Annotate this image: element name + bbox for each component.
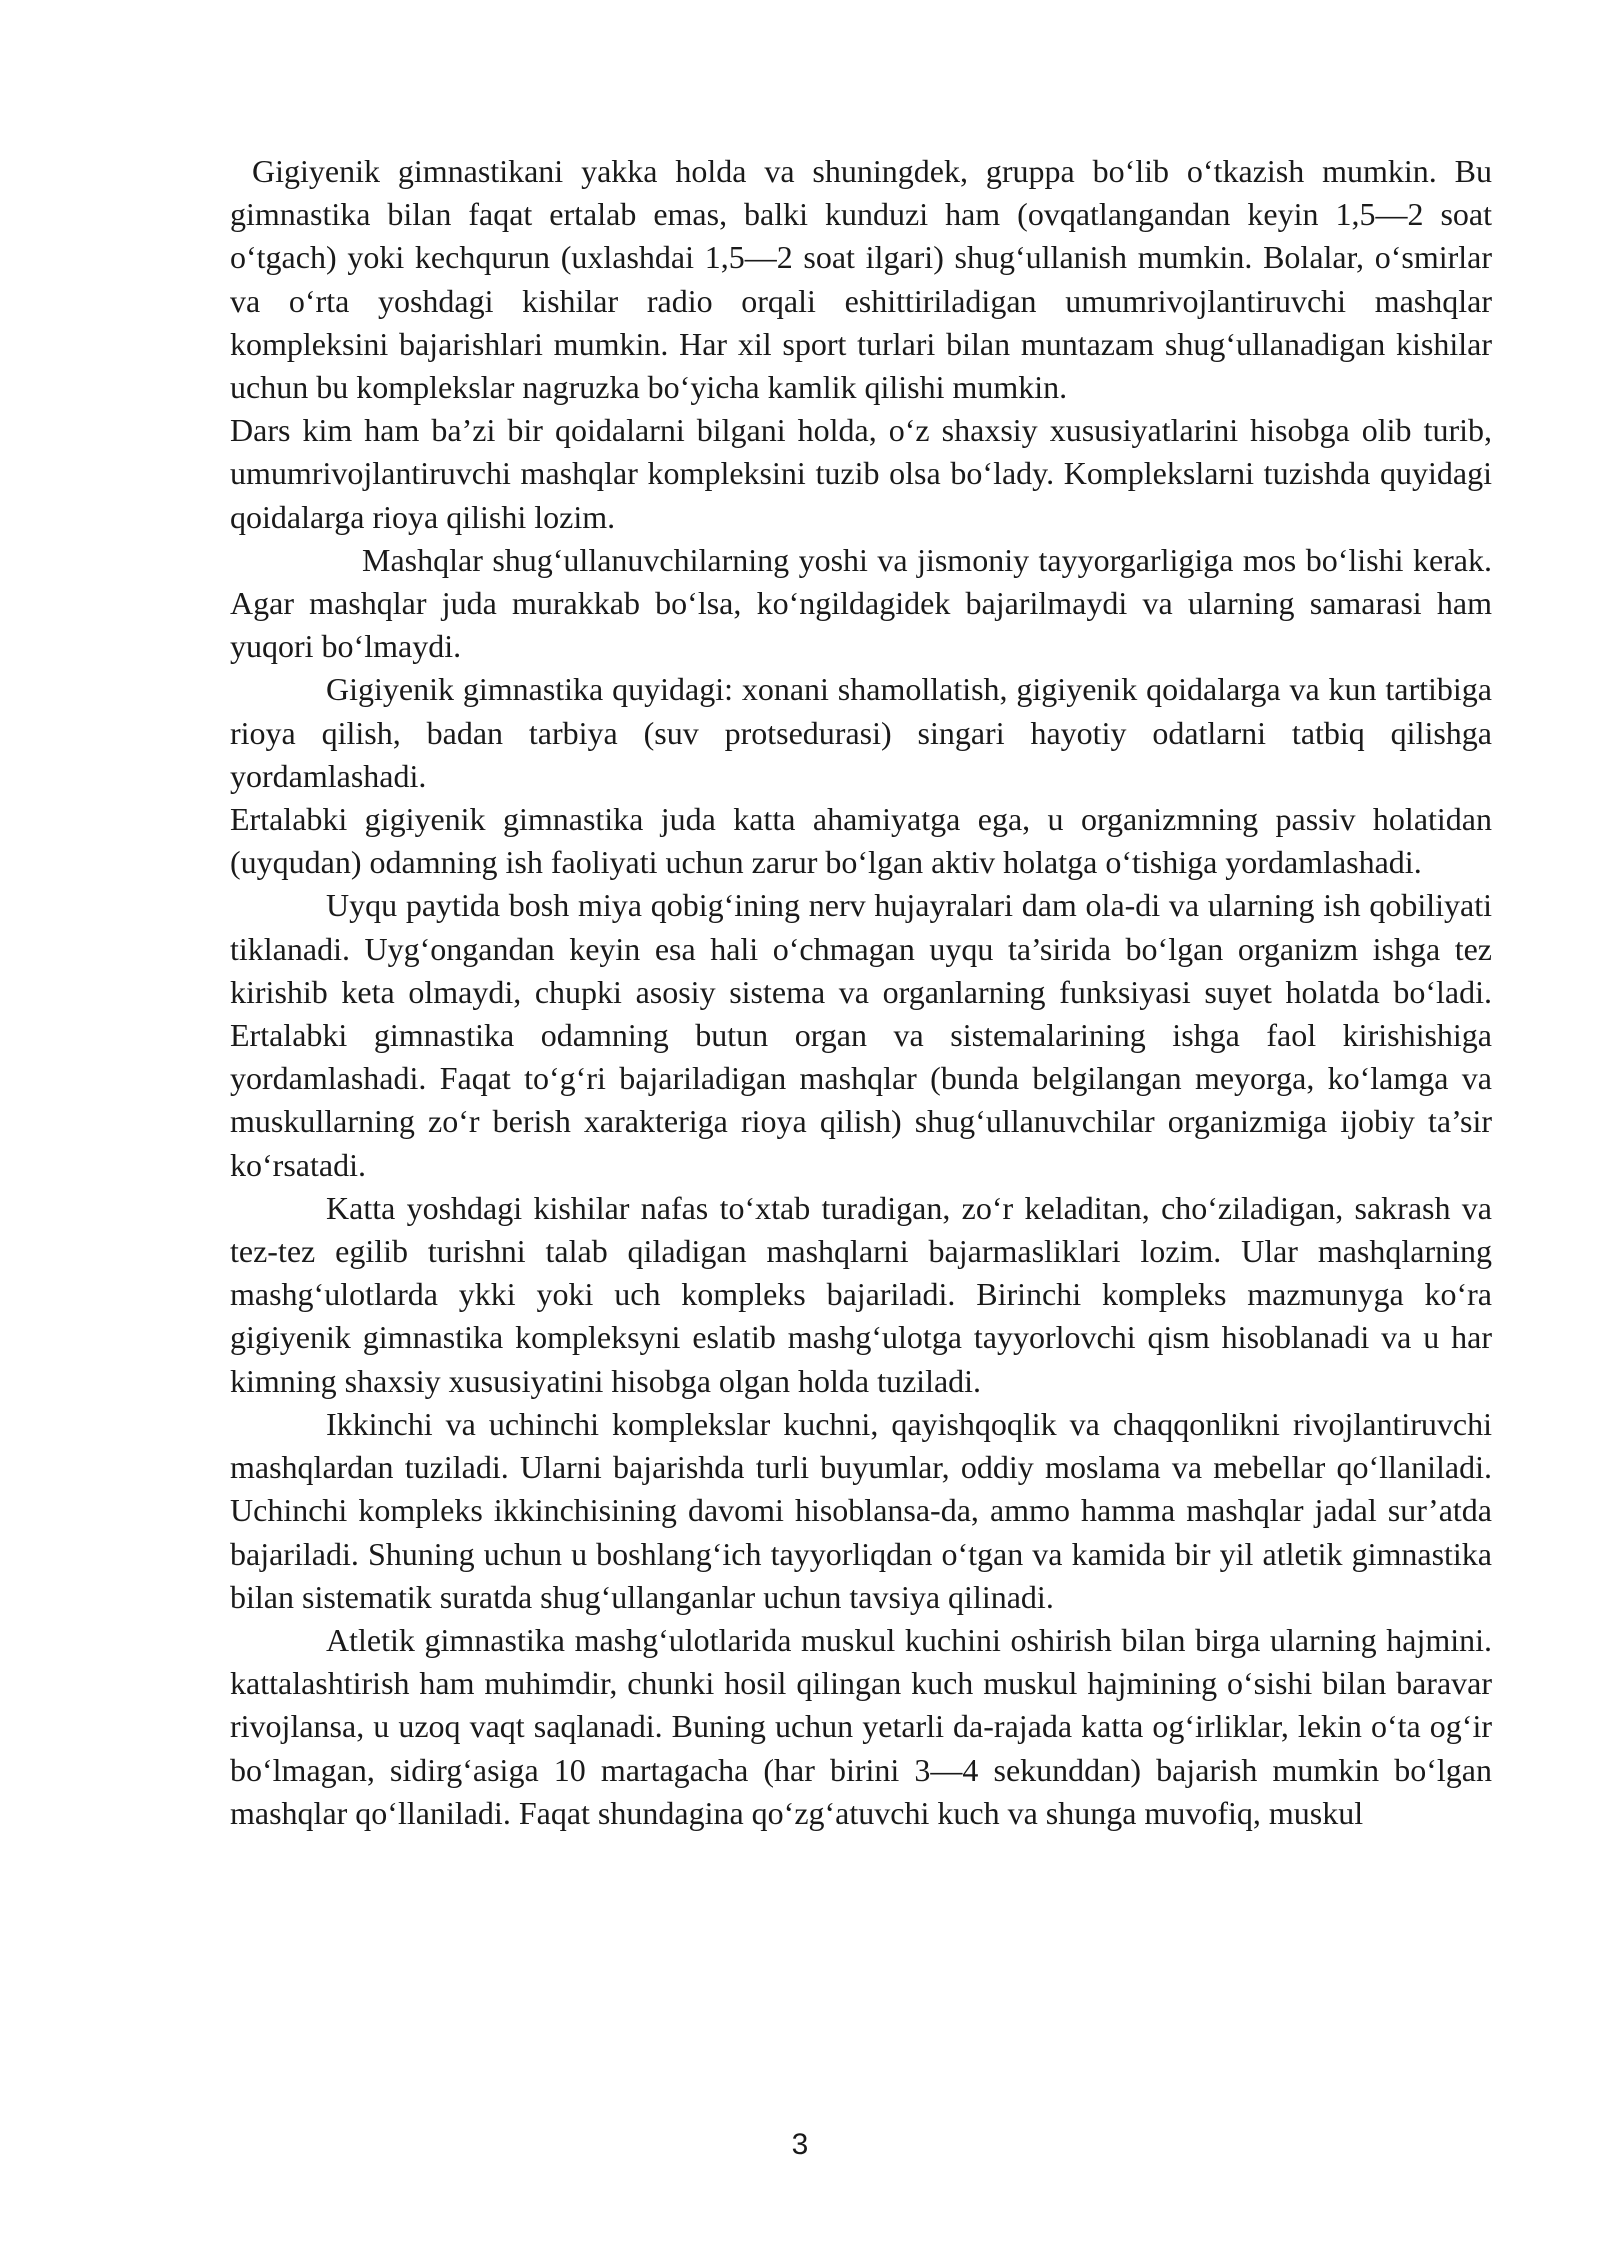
paragraph-7: Katta yoshdagi kishilar nafas to‘xtab turadigan, zo‘r keladitan, cho‘ziladigan, sakrash va tez-tez egilib turishni talab qiladigan mashqlarni bajarmasliklari lozim. Ular mashqlarning mashg‘ulotlarda ykki yoki uch kompleks bajariladi. Birinchi kompleks mazmunyga ko‘ra gigiyenik gimnastika kompleksyni eslatib mashg‘ulotga tayyorlovchi qism hisoblanadi va u har kimning shaxsiy xususiyatini hisobga olgan holda tuziladi. (230, 1189, 1492, 1399)
paragraph-3: Mashqlar shug‘ullanuvchilarning yoshi va jismoniy tayyorgarligiga mos bo‘lishi kerak. Agar mashqlar juda murakkab bo‘lsa, ko‘ngildagidek bajarilmaydi va ularning samarasi ham yuqori bo‘lmaydi. (230, 541, 1492, 665)
paragraph-8: Ikkinchi va uchinchi komplekslar kuchni, qayishqoqlik va chaqqonlikni rivojlantiruvchi mashqlardan tuziladi. Ularni bajarishda turli buyumlar, oddiy moslama va mebellar qo‘llaniladi. Uchinchi kompleks ikkinchisining davomi hisoblansa-da, ammo hamma mashqlar jadal sur’atda bajariladi. Shuning uchun u boshlang‘ich tayyorliqdan o‘tgan va kamida bir yil atletik gimnastika bilan sistematik suratda shug‘ullanganlar uchun tavsiya qilinadi. (230, 1405, 1492, 1615)
document-body (230, 150, 1492, 1835)
paragraph-1: Gigiyenik gimnastikani yakka holda va shuningdek, gruppa bo‘lib o‘tkazish mumkin. Bu gimnastika bilan faqat ertalab emas, balki kunduzi ham (ovqatlangandan keyin 1,5—2 soat o‘tgach) yoki kechqurun (uxlashdai 1,5—2 soat ilgari) shug‘ullanish mumkin. Bolalar, o‘smirlar va o‘rta yoshdagi kishilar radio orqali eshittiriladigan umumrivojlantiruvchi mashqlar kompleksini bajarishlari mumkin. Har xil sport turlari bilan muntazam shug‘ullanadigan kishilar uchun bu komplekslar nagruzka bo‘yicha kamlik qilishi mumkin. (230, 153, 1492, 406)
paragraph-6: Uyqu paytida bosh miya qobig‘ining nerv hujayralari dam ola-di va ularning ish qobiliyati tiklanadi. Uyg‘ongandan keyin esa hali o‘chmagan uyqu ta’sirida bo‘lgan organizm ishga tez kirishib keta olmaydi, chupki asosiy sistema va organlarning funksiyasi suyet holatda bo‘ladi. Ertalabki gimnastika odamning butun organ va sistemalarining ishga faol kirishishiga yordamlashadi. Faqat to‘g‘ri bajariladigan mashqlar (bunda belgilangan meyorga, ko‘lamga va muskullarning zo‘r berish xarakteriga rioya qilish) shug‘ullanuvchilar organizmiga ijobiy ta’sir ko‘rsatadi. (230, 887, 1492, 1183)
paragraph-9: Atletik gimnastika mashg‘ulotlarida muskul kuchini oshirish bilan birga ularning hajmini. kattalashtirish ham muhimdir, chunki hosil qilingan kuch muskul hajmining o‘sishi bilan baravar rivojlansa, u uzoq vaqt saqlanadi. Buning uchun yetarli da-rajada katta og‘irliklar, lekin o‘ta og‘ir bo‘lmagan, sidirg‘asiga 10 martagacha (har birini 3—4 sekunddan) bajarish mumkin bo‘lgan mashqlar qo‘llaniladi. Faqat shundagina qo‘zg‘atuvchi kuch va shunga muvofiq, muskul (230, 1621, 1492, 1831)
paragraph-5: Ertalabki gigiyenik gimnastika juda katta ahamiyatga ega, u organizmning passiv holatidan (uyqudan) odamning ish faoliyati uchun zarur bo‘lgan aktiv holatga o‘tishiga yordamlashadi. (230, 801, 1492, 881)
paragraph-2: Dars kim ham ba’zi bir qoidalarni bilgani holda, o‘z shaxsiy xususiyatlarini hisobga olib turib, umumrivojlantiruvchi mashqlar kompleksini tuzib olsa bo‘lady. Komplekslarni tuzishda quyidagi qoidalarga rioya qilishi lozim. (230, 412, 1492, 535)
paragraph-4: Gigiyenik gimnastika quyidagi: xonani shamollatish, gigiyenik qoidalarga va kun tartibiga rioya qilish, badan tarbiya (suv protsedurasi) singari hayotiy odatlarni tatbiq qilishga yordamlashadi. (230, 671, 1492, 794)
page-number: 3 (791, 2128, 809, 2161)
